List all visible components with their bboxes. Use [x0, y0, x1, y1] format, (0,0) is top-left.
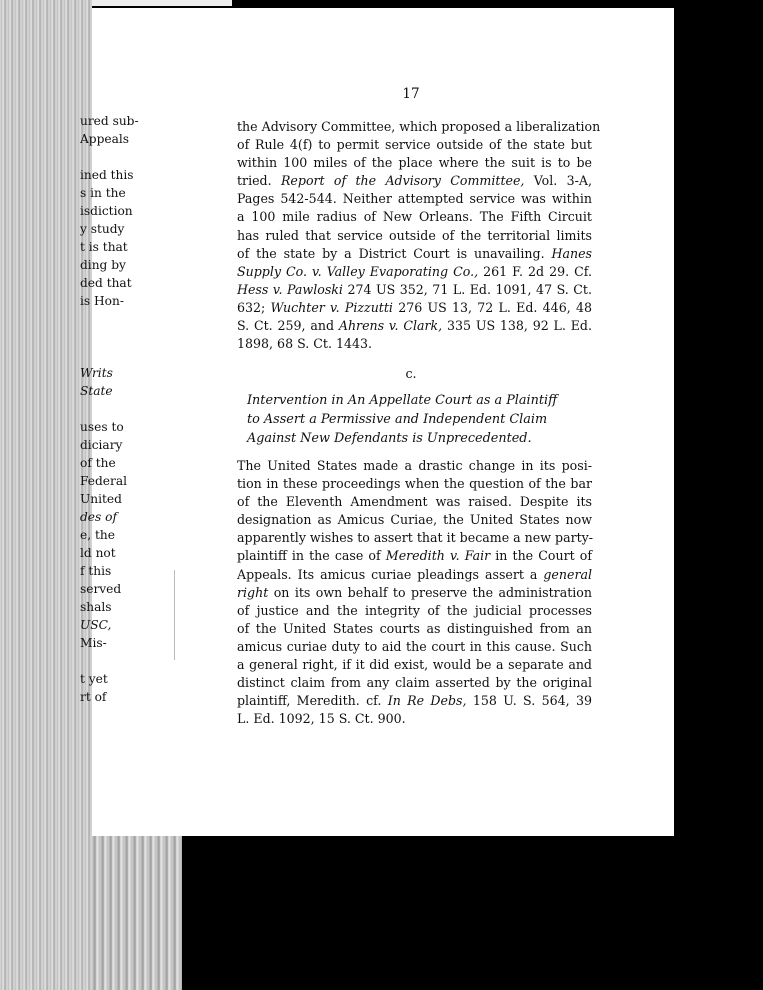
scan-top-edge-highlight: [92, 0, 232, 6]
text-run: plaintiff, Meredith. cf.: [237, 693, 388, 709]
adjacent-page-line: isdiction: [80, 204, 133, 218]
text-run: S. Ct. 259, and: [237, 318, 339, 334]
text-line: [237, 547, 592, 565]
text-run: tried.: [237, 173, 281, 189]
text-run: 335 US 138, 92 L. Ed.: [442, 318, 592, 334]
text-line: [237, 299, 592, 317]
adjacent-page-line: s in the: [80, 186, 126, 200]
citation-italic: Supply Co. v. Valley Evaporating Co.,: [237, 263, 479, 279]
scan-bottom-left-strip: [92, 836, 182, 990]
text-run: within 100 miles of the place where the suit is to be: [237, 155, 592, 171]
citation-italic: right: [237, 584, 269, 600]
text-run: a general right, if it did exist, would be a separate and: [237, 657, 592, 673]
text-line: [237, 457, 592, 475]
text-line: [237, 475, 592, 493]
text-line: [237, 584, 592, 602]
heading-line: Against New Defendants is Unprecedented.: [247, 431, 532, 446]
text-run: The United States made a drastic change in its posi-: [237, 458, 592, 473]
citation-italic: Ahrens v. Clark,: [338, 318, 443, 334]
citation-italic: general: [543, 566, 592, 582]
adjacent-page-line: ured sub-: [80, 114, 139, 128]
text-line: [237, 154, 592, 172]
adjacent-page-line: t yet: [80, 672, 108, 686]
adjacent-page-line: [80, 310, 142, 328]
adjacent-page-line: served: [80, 582, 122, 596]
adjacent-page-line: [80, 328, 142, 346]
adjacent-page-line: [80, 346, 142, 364]
text-run: 1898, 68 S. Ct. 1443.: [237, 336, 373, 352]
citation-italic: Wuchter v. Pizzutti: [270, 299, 393, 315]
scan-right-margin: [674, 0, 763, 990]
heading-line: Intervention in An Appellate Court as a Plaintiff: [247, 393, 558, 408]
adjacent-page-line: ded that: [80, 276, 132, 290]
text-run: amicus curiae duty to aid the court in this cause. Such: [237, 638, 592, 654]
adjacent-page-line: rt of: [80, 690, 107, 704]
adjacent-page-line: t is that: [80, 240, 128, 254]
adjacent-page-line: e, the: [80, 528, 115, 542]
adjacent-page-line: [80, 652, 142, 670]
text-run: of Rule 4(f) to permit service outside of the state but: [237, 137, 592, 153]
text-run: a 100 mile radius of New Orleans. The Fifth Circuit: [237, 209, 592, 225]
adjacent-page-column: [80, 112, 142, 706]
adjacent-page-line: y study: [80, 222, 125, 236]
text-line: [237, 136, 592, 154]
text-line: [237, 190, 592, 208]
adjacent-page-line: [80, 400, 142, 418]
adjacent-page-line: Appeals: [80, 132, 130, 146]
text-line: [237, 245, 592, 263]
scan-left-margin: [0, 0, 92, 990]
text-line: [237, 710, 592, 728]
heading-line: to Assert a Permissive and Independent Claim: [247, 412, 548, 427]
paragraph-1: [237, 118, 601, 353]
text-line: [237, 118, 601, 136]
adjacent-page-line: Writs: [80, 366, 113, 380]
adjacent-page-line: f this: [80, 564, 112, 578]
text-line: [237, 227, 592, 245]
citation-italic: Meredith v. Fair: [385, 548, 491, 564]
text-line: [237, 602, 592, 620]
text-run: Appeals. Its amicus curiae pleadings assert a: [237, 566, 544, 582]
text-run: the Advisory Committee, which proposed a liberalization: [237, 119, 601, 134]
text-run: 632;: [237, 299, 271, 315]
text-line: [237, 620, 592, 638]
text-run: in the Court of: [490, 548, 592, 564]
text-line: [237, 692, 592, 710]
text-line: [237, 208, 592, 226]
text-line: [237, 656, 592, 674]
text-run: of justice and the integrity of the judicial processes: [237, 602, 592, 618]
citation-italic: In Re Debs,: [387, 693, 467, 709]
citation-italic: Hess v. Pawloski: [237, 281, 343, 297]
adjacent-page-line: des of: [80, 510, 117, 524]
text-run: 158 U. S. 564, 39: [466, 693, 592, 709]
text-run: plaintiff in the case of: [237, 548, 386, 564]
text-run: 276 US 13, 72 L. Ed. 446, 48: [392, 299, 592, 315]
text-run: L. Ed. 1092, 15 S. Ct. 900.: [237, 711, 406, 727]
adjacent-page-line: ding by: [80, 258, 126, 272]
text-line: [237, 493, 592, 511]
text-line: [237, 172, 592, 190]
section-mark: c.: [405, 366, 417, 381]
adjacent-page-line: USC,: [80, 618, 112, 632]
adjacent-page-line: United: [80, 492, 122, 506]
text-run: of the Eleventh Amendment was raised. Despite its: [237, 494, 592, 510]
text-run: of the state by a District Court is unavailing.: [237, 245, 552, 261]
text-run: on its own behalf to preserve the administration: [268, 584, 592, 600]
text-line: [237, 566, 592, 584]
adjacent-page-line: ld not: [80, 546, 116, 560]
adjacent-page-line: shals: [80, 600, 112, 614]
text-run: has ruled that service outside of the territorial limits: [237, 227, 592, 243]
adjacent-page-line: diciary: [80, 438, 123, 452]
text-run: distinct claim from any claim asserted by the original: [237, 675, 592, 691]
adjacent-page-line: uses to: [80, 420, 124, 434]
citation-italic: Hanes: [551, 245, 592, 261]
section-heading: [247, 391, 587, 448]
text-line: [237, 529, 592, 547]
text-line: [237, 335, 592, 353]
adjacent-page-line: Mis-: [80, 636, 107, 650]
text-line: [237, 317, 592, 335]
adjacent-page-line: of the: [80, 456, 116, 470]
text-run: designation as Amicus Curiae, the United States now: [237, 512, 592, 528]
page-number: 17: [402, 86, 420, 102]
adjacent-page-line: [80, 148, 142, 166]
adjacent-page-line: is Hon-: [80, 294, 124, 308]
adjacent-page-line: State: [80, 384, 113, 398]
text-line: [237, 674, 592, 692]
text-line: [237, 281, 592, 299]
text-run: Vol. 3-A,: [524, 173, 592, 189]
text-run: 274 US 352, 71 L. Ed. 1091, 47 S. Ct.: [342, 281, 592, 297]
text-run: of the United States courts as distinguished from an: [237, 620, 592, 636]
citation-italic: Report of the Advisory Committee,: [280, 173, 525, 189]
text-run: Pages 542-544. Neither attempted service was within: [237, 191, 592, 207]
text-line: [237, 511, 592, 529]
text-line: [237, 263, 592, 281]
adjacent-page-line: Federal: [80, 474, 128, 488]
adjacent-page-line: ined this: [80, 168, 134, 182]
text-run: apparently wishes to assert that it became a new party-: [237, 530, 594, 546]
text-run: 261 F. 2d 29. Cf.: [478, 263, 592, 279]
paragraph-2: [237, 457, 592, 728]
text-line: [237, 638, 592, 656]
text-run: tion in these proceedings when the question of the bar: [237, 476, 592, 492]
scan-artifact-line: [174, 570, 175, 660]
